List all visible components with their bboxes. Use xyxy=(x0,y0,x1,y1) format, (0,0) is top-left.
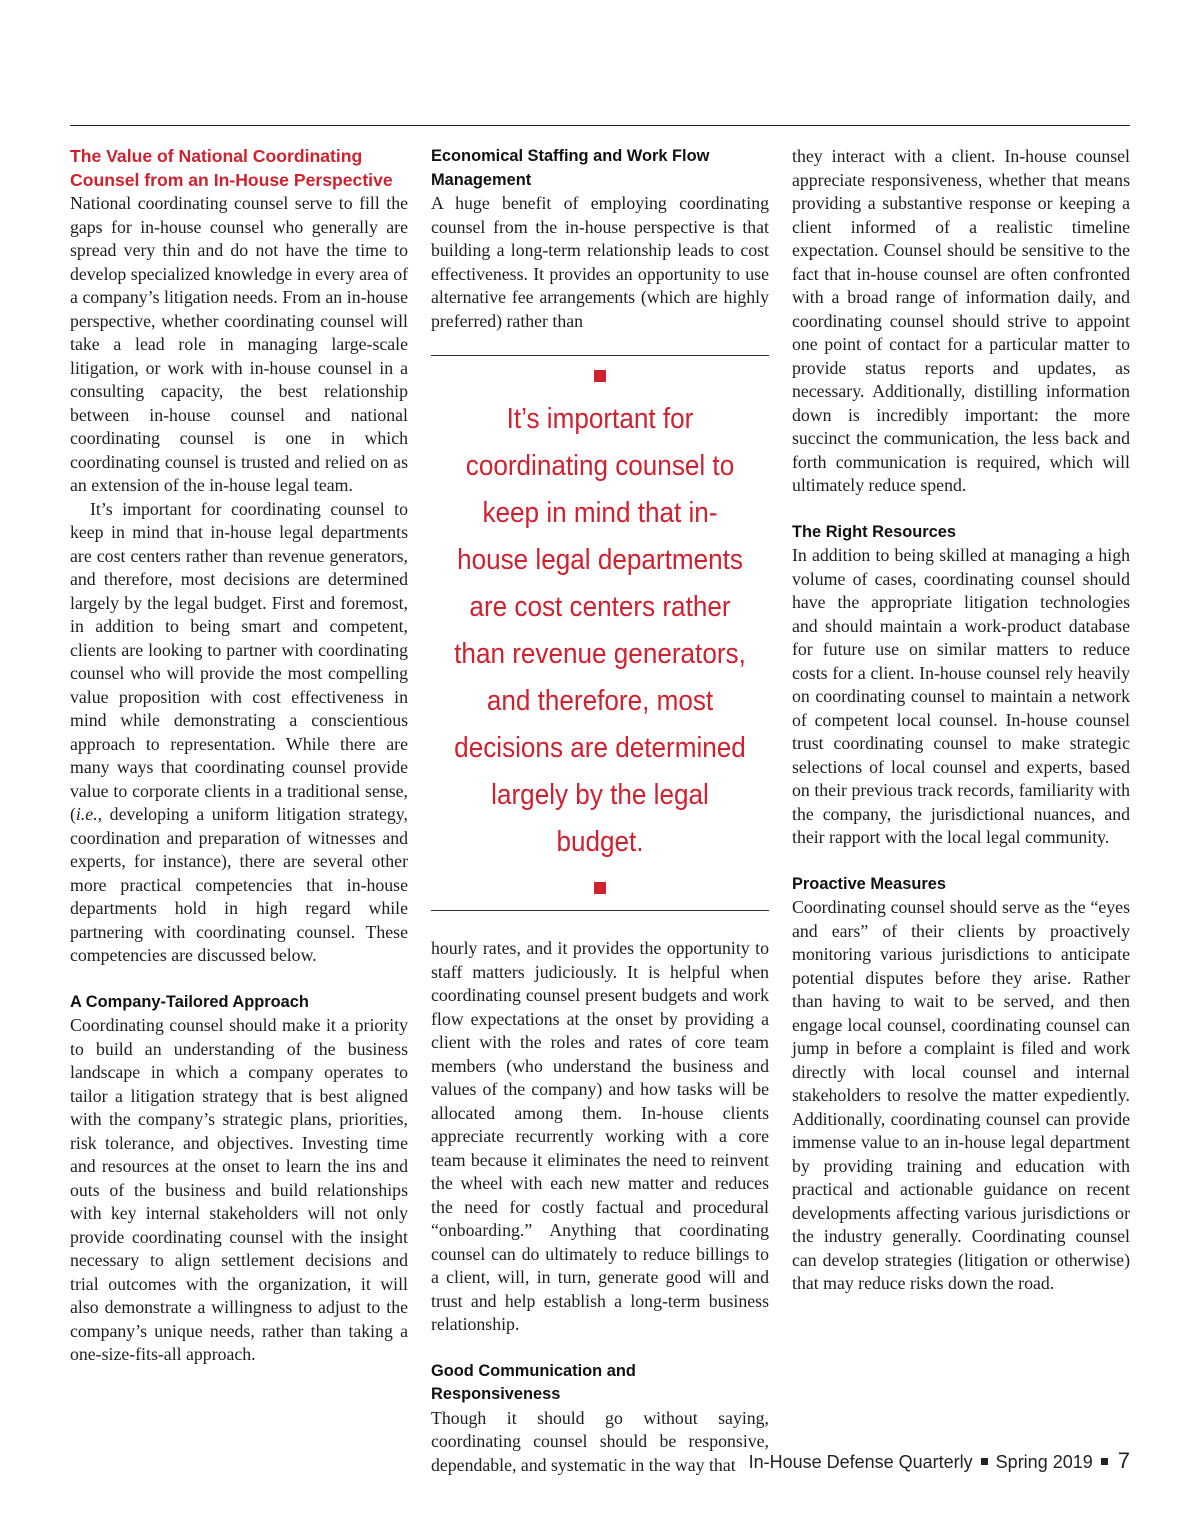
column-3 xyxy=(792,145,1130,1296)
paragraph: A huge benefit of employing coordinating counsel from the in-house perspective is that building a long-term relationship leads to cost effectiveness. It provides an opportunity to use alternative fee arrangements (which are highly preferred) rather than xyxy=(431,193,769,331)
page-number: 7 xyxy=(1117,1448,1130,1473)
paragraph-text: It’s important for coordinating counsel to keep in mind that in-house legal departments are cost centers rather than revenue generators, and therefore, most decisions are determined largely by the legal budget. First and foremost, in addition to being smart and competent, clients are looking to partner with coordinating counsel who will provide the most compelling value proposition with cost effectiveness in mind while demonstrating a conscientious approach to representation. While there are many ways that coordinating counsel provide value to corporate clients in a traditional sense, ( xyxy=(70,498,408,824)
subheading-good-communication: Good Communication and Responsiveness xyxy=(431,1361,636,1403)
paragraph: National coordinating counsel serve to fill the gaps for in-house counsel who generally are spread very thin and do not have the time to develop specialized knowledge in every area of a company’s litigation needs. From an in-house perspective, whether coordinating counsel will take a lead role in managing large-scale litigation, or work with in-house counsel in a consulting capacity, the best relationship between in-house counsel and national coordinating counsel is one in which coordinating counsel is trusted and relied on as an extension of the in-house legal team. xyxy=(70,193,408,495)
paragraph: Coordinating counsel should serve as the “eyes and ears” of their clients by proactively monitoring various jurisdictions to anticipate potential disputes before they arise. Rather than having to wait to be served, and then engage local counsel, coordinating counsel can jump in before a complaint is filed and work directly with local counsel and internal stakeholders to resolve the matter expediently. Additionally, coordinating counsel can provide immense value to an in-house legal department by providing training and education with practical and actionable guidance on recent developments affecting various jurisdictions or the industry generally. Coordinating counsel can develop strategies (litigation or otherwise) that may reduce risks down the road. xyxy=(792,897,1130,1293)
subheading-company-tailored: A Company-Tailored Approach xyxy=(70,992,309,1011)
column-1 xyxy=(70,145,408,1367)
paragraph: hourly rates, and it provides the opportunity to staff matters judiciously. It is helpful when coordinating counsel present budgets and work flow expectations at the onset by providing a client with the roles and rates of core team members (who understand the business and values of the company) and how tasks will be allocated among them. In-house clients appreciate recurrently working with a core team because it eliminates the need to reinvent the wheel with each new matter and reduces the need for costly factual and procedural “onboarding.” Anything that coordinating counsel can do ultimately to reduce billings to a client, will, in turn, generate good will and trust and help establish a long-term business relationship. xyxy=(431,938,769,1334)
subheading-economical-staffing: Economical Staffing and Work Flow Management xyxy=(431,147,710,189)
pull-quote xyxy=(431,355,769,911)
subheading-right-resources: The Right Resources xyxy=(792,522,956,541)
pull-quote-text: It’s important for coordinating counsel to keep in mind that in-house legal departments are cost centers rather than revenue generators, and therefore, most decisions are determined largely by the legal budget. xyxy=(454,403,746,858)
paragraph: they interact with a client. In-house counsel appreciate responsiveness, whether that means providing a substantive response or keeping a client informed of a realistic timeline expectation. Counsel should be sensitive to the fact that in-house counsel are often confronted with a broad range of information daily, and coordinating counsel should strive to appoint one point of contact for a particular matter to provide status reports and updates, as necessary. Additionally, distilling information down is incredibly important: the more succinct the communication, the less back and forth communication is required, which will ultimately reduce spend. xyxy=(792,146,1130,495)
ie-abbrev: i.e., xyxy=(75,804,103,824)
square-separator-icon xyxy=(981,1458,988,1465)
column-2 xyxy=(431,145,769,1477)
square-bullet-icon xyxy=(594,882,606,894)
publication-name: In-House Defense Quarterly xyxy=(748,1452,973,1472)
square-bullet-icon xyxy=(594,370,606,382)
subheading-proactive-measures: Proactive Measures xyxy=(792,874,946,893)
paragraph-text: developing a uniform litigation strategy, coordination and preparation of witnesses and experts, for instance), there are several other more practical competencies that in-house departments hold in high regard while partnering with coordinating counsel. These competencies are discussed below. xyxy=(70,804,408,965)
issue-date: Spring 2019 xyxy=(995,1452,1093,1472)
top-rule xyxy=(70,125,1130,126)
paragraph xyxy=(70,498,408,968)
paragraph: In addition to being skilled at managing a high volume of cases, coordinating counsel should have the appropriate litigation technologies and should maintain a work-product database for future use on similar matters to reduce costs for a client. In-house counsel rely heavily on coordinating counsel to maintain a network of competent local counsel. In-house counsel trust coordinating counsel to make strategic selections of local counsel and experts, based on their previous track records, familiarity with the company, the jurisdictional nuances, and their rapport with the local legal community. xyxy=(792,545,1130,847)
article-section-heading: The Value of National Coordinating Counsel from an In-House Perspective xyxy=(70,146,393,190)
paragraph: Though it should go without saying, coordinating counsel should be responsive, dependable, and systematic in the way that xyxy=(431,1407,769,1475)
page-footer xyxy=(749,1448,1130,1474)
paragraph: Coordinating counsel should make it a priority to build an understanding of the business landscape in which a company operates to tailor a litigation strategy that is best aligned with the company’s strategic plans, priorities, risk tolerance, and objectives. Investing time and resources at the onset to learn the ins and outs of the business and build relationships with key internal stakeholders will not only provide coordinating counsel with the insight necessary to align settlement decisions and trial outcomes with the organization, it will also demonstrate a willingness to adjust to the company’s unique needs, rather than taking a one-size-fits-all approach. xyxy=(70,1015,408,1364)
square-separator-icon xyxy=(1101,1458,1108,1465)
